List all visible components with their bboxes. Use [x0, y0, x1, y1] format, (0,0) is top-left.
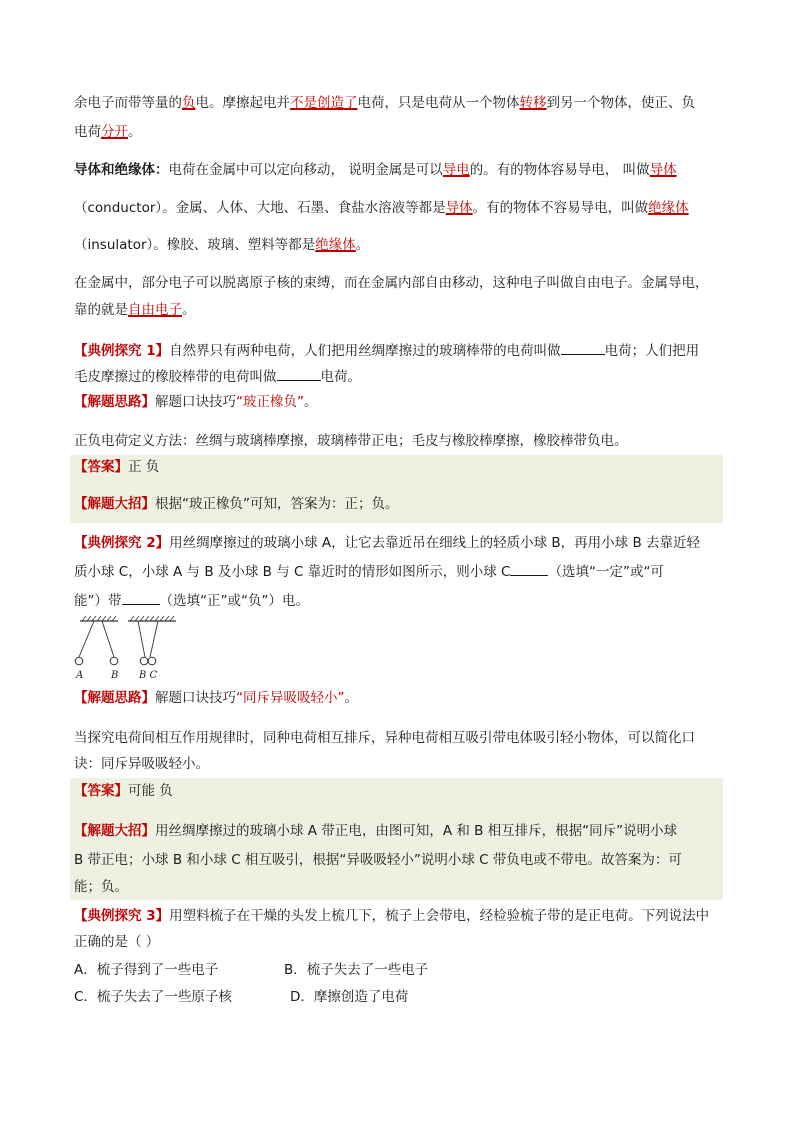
ex1-idea: 【解题思路】解题口诀技巧“玻正橡负”。 — [74, 394, 318, 410]
ex2-question-line1: 【典例探究 2】用丝绸摩擦过的玻璃小球 A，让它去靠近吊在细线上的轻质小球 B，再用小球 B 去靠近轻 — [74, 535, 701, 551]
keyword-separate: 分开 — [101, 124, 128, 140]
para3-line1: 在金属中，部分电子可以脱离原子核的束缚，而在金属内部自由移动，这种电子叫做自由电子。金属导电， — [74, 275, 709, 291]
hanging-balls-figure — [70, 614, 182, 682]
ex2-explanation-line2: 诀：同斥异吸吸轻小。 — [74, 756, 209, 772]
keyword-conduct: 导电 — [442, 162, 470, 178]
conductor-line3: （insulator）。橡胶、玻璃、塑料等都是绝缘体。 — [74, 237, 370, 253]
keyword-not-created: 不是创造了 — [290, 95, 358, 111]
mnemonic: “玻正橡负” — [236, 394, 304, 410]
section-label: 导体和绝缘体： — [74, 162, 169, 178]
label-b: B — [111, 670, 119, 681]
ex2-idea: 【解题思路】解题口诀技巧“同斥异吸吸轻小”。 — [74, 690, 358, 706]
ex2-tag: 【典例探究 2】 — [74, 535, 170, 551]
ex3-question-line1: 【典例探究 3】用塑料梳子在干燥的头发上梳几下，梳子上会带电，经检验梳子带的是正电荷。下列说法中 — [74, 908, 710, 924]
answer-blank[interactable] — [277, 366, 321, 381]
thread-b — [102, 621, 114, 657]
keyword-negative: 负 — [182, 95, 196, 111]
answer-blank[interactable] — [510, 561, 548, 576]
ex2-tip-line2: B 带正电；小球 B 和小球 C 相互吸引，根据“异吸吸轻小”说明小球 C 带负电或不带电。故答案为：可 — [74, 852, 682, 868]
conductor-line1: 导体和绝缘体：电荷在金属中可以定向移动， 说明金属是可以导电的。有的物体容易导电， 叫做导体 — [74, 162, 677, 178]
keyword-insulator: 绝缘体 — [648, 200, 689, 216]
ex2-tip-line1: 【解题大招】用丝绸摩擦过的玻璃小球 A 带正电，由图可知，A 和 B 相互排斥，根据“同斥”说明小球 — [74, 823, 678, 839]
ex1-tip: 【解题大招】根据“玻正橡负”可知，答案为：正；负。 — [74, 496, 399, 512]
answer-blank[interactable] — [122, 590, 160, 605]
ex1-definition: 正负电荷定义方法：丝绸与玻璃棒摩擦，玻璃棒带正电；毛皮与橡胶棒摩擦，橡胶棒带负电。 — [74, 433, 628, 449]
label-a: A — [76, 670, 84, 681]
ex2-question-line3: 能”）带 （选填“正”或“负”）电。 — [74, 590, 309, 611]
thread-c — [150, 621, 158, 657]
ex1-answer: 【答案】正 负 — [74, 459, 160, 475]
ex1-question-line1: 【典例探究 1】自然界只有两种电荷，人们把用丝绸摩擦过的玻璃棒带的电荷叫做 电荷；人们把用 — [74, 340, 699, 361]
option-d[interactable]: D．摩擦创造了电荷 — [290, 989, 409, 1005]
ex3-tag: 【典例探究 3】 — [74, 908, 170, 924]
mnemonic: “同斥异吸吸轻小” — [236, 690, 345, 706]
option-a[interactable]: A．梳子得到了一些电子 — [74, 962, 219, 978]
answer-tag: 【答案】 — [74, 783, 128, 799]
ball-c — [148, 657, 156, 665]
option-b[interactable]: B．梳子失去了一些电子 — [284, 962, 429, 978]
para1-line2: 电荷分开。 — [74, 124, 142, 140]
option-c[interactable]: C．梳子失去了一些原子核 — [74, 989, 232, 1005]
answer-blank[interactable] — [561, 340, 605, 355]
idea-tag: 【解题思路】 — [74, 394, 155, 410]
tip-tag: 【解题大招】 — [74, 496, 155, 512]
para3-line2: 靠的就是自由电子。 — [74, 302, 196, 318]
hatch-left — [82, 616, 116, 621]
thread-b2 — [138, 621, 145, 657]
conductor-line2: （conductor）。金属、人体、大地、石墨、食盐水溶液等都是导体。有的物体不容易导电，叫做绝缘体 — [74, 200, 689, 216]
keyword-transfer: 转移 — [519, 95, 547, 111]
ex1-tag: 【典例探究 1】 — [74, 343, 170, 359]
keyword-conductor: 导体 — [649, 162, 677, 178]
idea-tag: 【解题思路】 — [74, 690, 155, 706]
ball-b2 — [140, 657, 148, 665]
hatch-right — [130, 616, 174, 621]
para1-line1: 余电子而带等量的负电。摩擦起电并不是创造了电荷，只是电荷从一个物体转移到另一个物体，使正、负 — [74, 95, 695, 111]
keyword-conductor-2: 导体 — [445, 200, 473, 216]
label-bc: B C — [139, 670, 158, 681]
ex2-answer: 【答案】可能 负 — [74, 783, 173, 799]
ex2-tip-line3: 能；负。 — [74, 879, 128, 895]
answer-tag: 【答案】 — [74, 459, 128, 475]
ex2-question-line2: 质小球 C，小球 A 与 B 及小球 B 与 C 靠近时的情形如图所示，则小球 C （选填“一定”或“可 — [74, 561, 664, 582]
keyword-insulator-2: 绝缘体 — [315, 237, 356, 253]
thread-a — [79, 621, 94, 657]
tip-tag: 【解题大招】 — [74, 823, 155, 839]
ball-a — [75, 657, 83, 665]
ball-b — [110, 657, 118, 665]
ex3-question-line2: 正确的是（ ） — [74, 934, 160, 950]
ex1-question-line2: 毛皮摩擦过的橡胶棒带的电荷叫做 电荷。 — [74, 366, 361, 387]
ex2-explanation-line1: 当探究电荷间相互作用规律时，同种电荷相互排斥，异种电荷相互吸引带电体吸引轻小物体，可以简化口 — [74, 730, 695, 746]
keyword-free-electron: 自由电子 — [128, 302, 182, 318]
